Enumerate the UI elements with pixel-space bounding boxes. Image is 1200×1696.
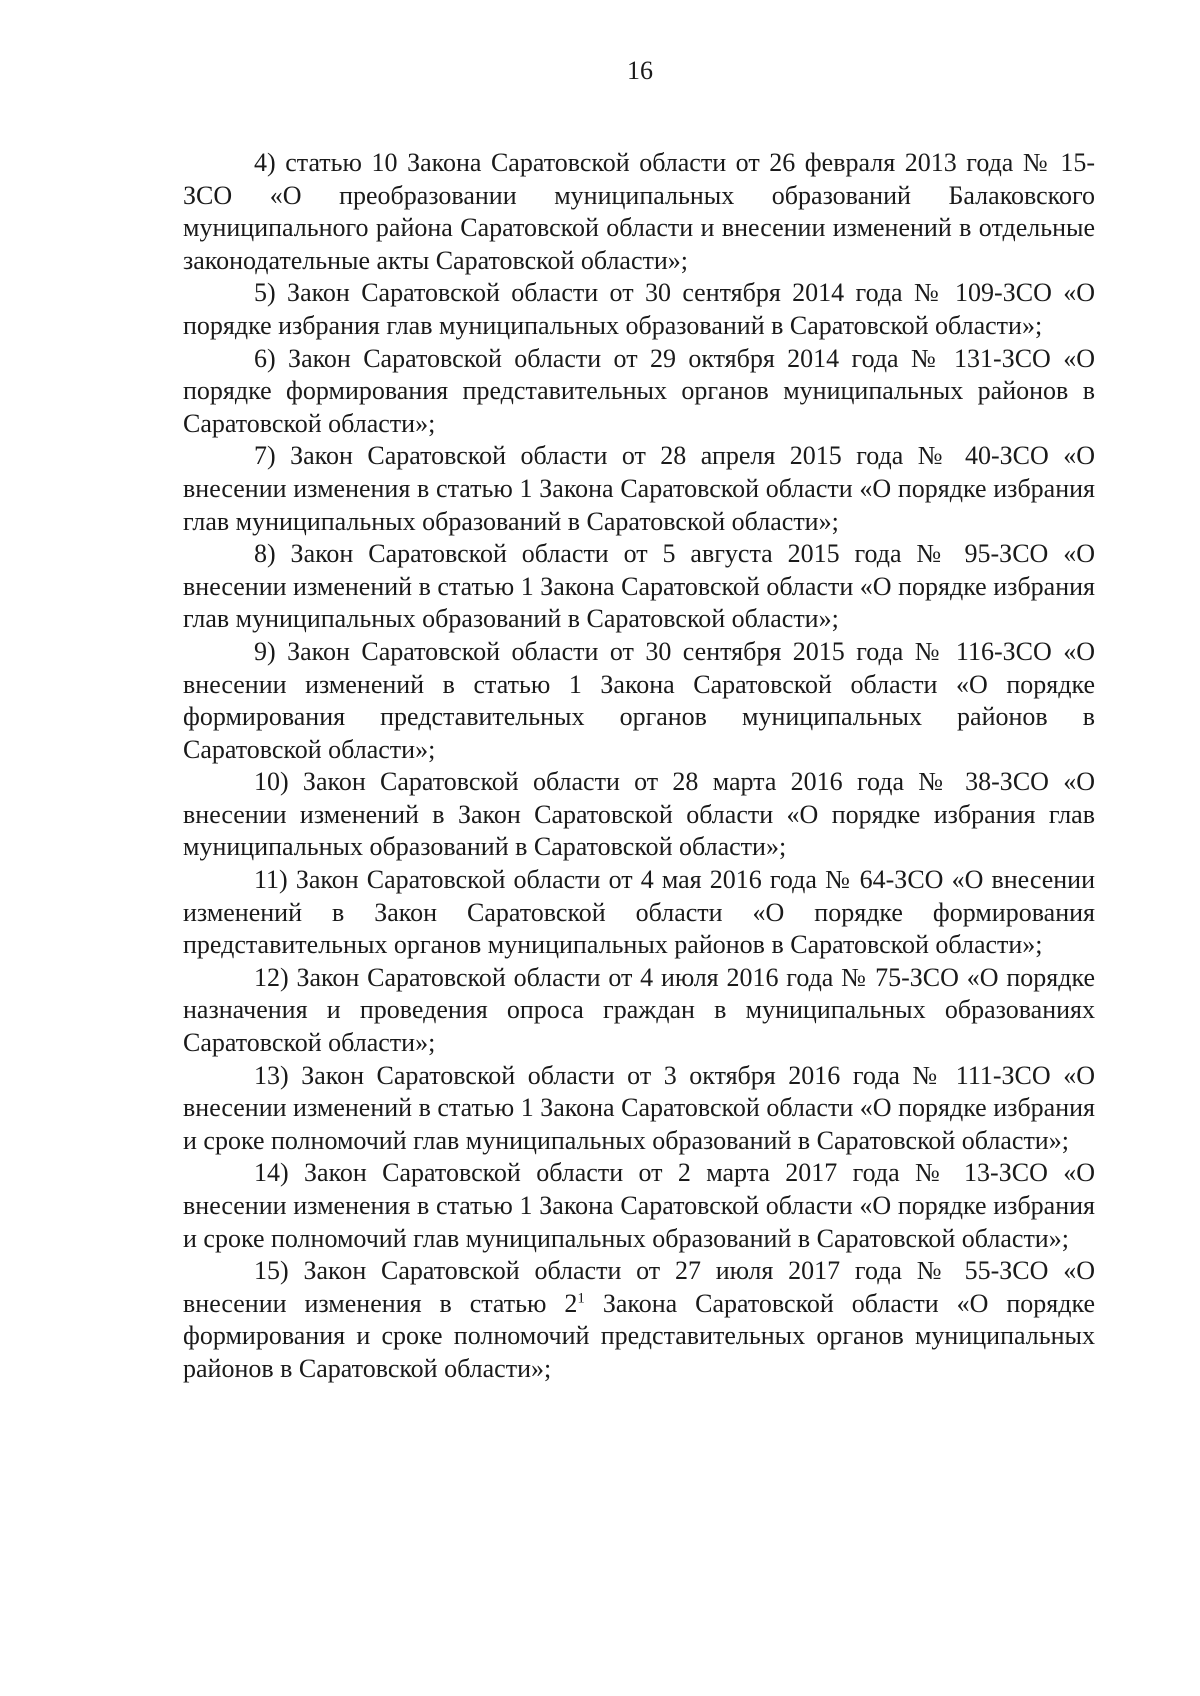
list-item: 11) Закон Саратовской области от 4 мая 2016 года № 64-ЗСО «О внесении изменений в Закон Саратовской области «О порядке формирования представительных органов муниципальных районов в Саратовской области»; xyxy=(183,865,1095,960)
list-item: 12) Закон Саратовской области от 4 июля 2016 года № 75-ЗСО «О порядке назначения и проведения опроса граждан в муниципальных образованиях Саратовской области»; xyxy=(183,962,1095,1058)
list-item: 8) Закон Саратовской области от 5 августа 2015 года № 95-ЗСО «О внесении изменений в статью 1 Закона Саратовской области «О порядке избрания глав муниципальных образований в Саратовской области»; xyxy=(183,539,1095,634)
list-item: 4) статью 10 Закона Саратовской области от 26 февраля 2013 года № 15-ЗСО «О преобразовании муниципальных образований Балаковского муниципального района Саратовской области и внесении изменений в отдельные законодательные акты Саратовской области»; xyxy=(183,148,1095,275)
list-item: 14) Закон Саратовской области от 2 марта 2017 года № 13-ЗСО «О внесении изменения в статью 1 Закона Саратовской области «О порядке избрания и сроке полномочий глав муниципальных образований в Саратовской области»; xyxy=(183,1158,1095,1253)
item15-text-before: 15) Закон Саратовской области от 27 июля 2017 года № 55-ЗСО «О внесении изменения в статью 2 xyxy=(183,1256,1095,1318)
article-superscript: 1 xyxy=(577,1290,585,1307)
list-item: 7) Закон Саратовской области от 28 апреля 2015 года № 40-ЗСО «О внесении изменения в статью 1 Закона Саратовской области «О порядке избрания глав муниципальных образований в Саратовской области»; xyxy=(183,441,1095,536)
item15-text-after: Закона Саратовской области «О порядке формирования и сроке полномочий представительных органов муниципальных районов в Саратовской области»; xyxy=(183,1288,1095,1383)
page-number: 16 xyxy=(627,56,653,85)
list-item: 5) Закон Саратовской области от 30 сентября 2014 года № 109-ЗСО «О порядке избрания глав муниципальных образований в Саратовской области»; xyxy=(183,278,1095,340)
list-item: 9) Закон Саратовской области от 30 сентября 2015 года № 116-ЗСО «О внесении изменений в статью 1 Закона Саратовской области «О порядке формирования представительных органов муниципальных районов в Саратовской области»; xyxy=(183,636,1095,764)
list-item: 6) Закон Саратовской области от 29 октября 2014 года № 131-ЗСО «О порядке формирования представительных органов муниципальных районов в Саратовской области»; xyxy=(183,343,1095,438)
document-body xyxy=(183,147,1095,1386)
list-item-15 xyxy=(183,1255,1095,1385)
list-item: 13) Закон Саратовской области от 3 октября 2016 года № 111-ЗСО «О внесении изменений в статью 1 Закона Саратовской области «О порядке избрания и сроке полномочий глав муниципальных образований в Саратовской области»; xyxy=(183,1060,1095,1155)
list-item: 10) Закон Саратовской области от 28 марта 2016 года № 38-ЗСО «О внесении изменений в Закон Саратовской области «О порядке избрания глав муниципальных образований в Саратовской области»; xyxy=(183,767,1095,862)
